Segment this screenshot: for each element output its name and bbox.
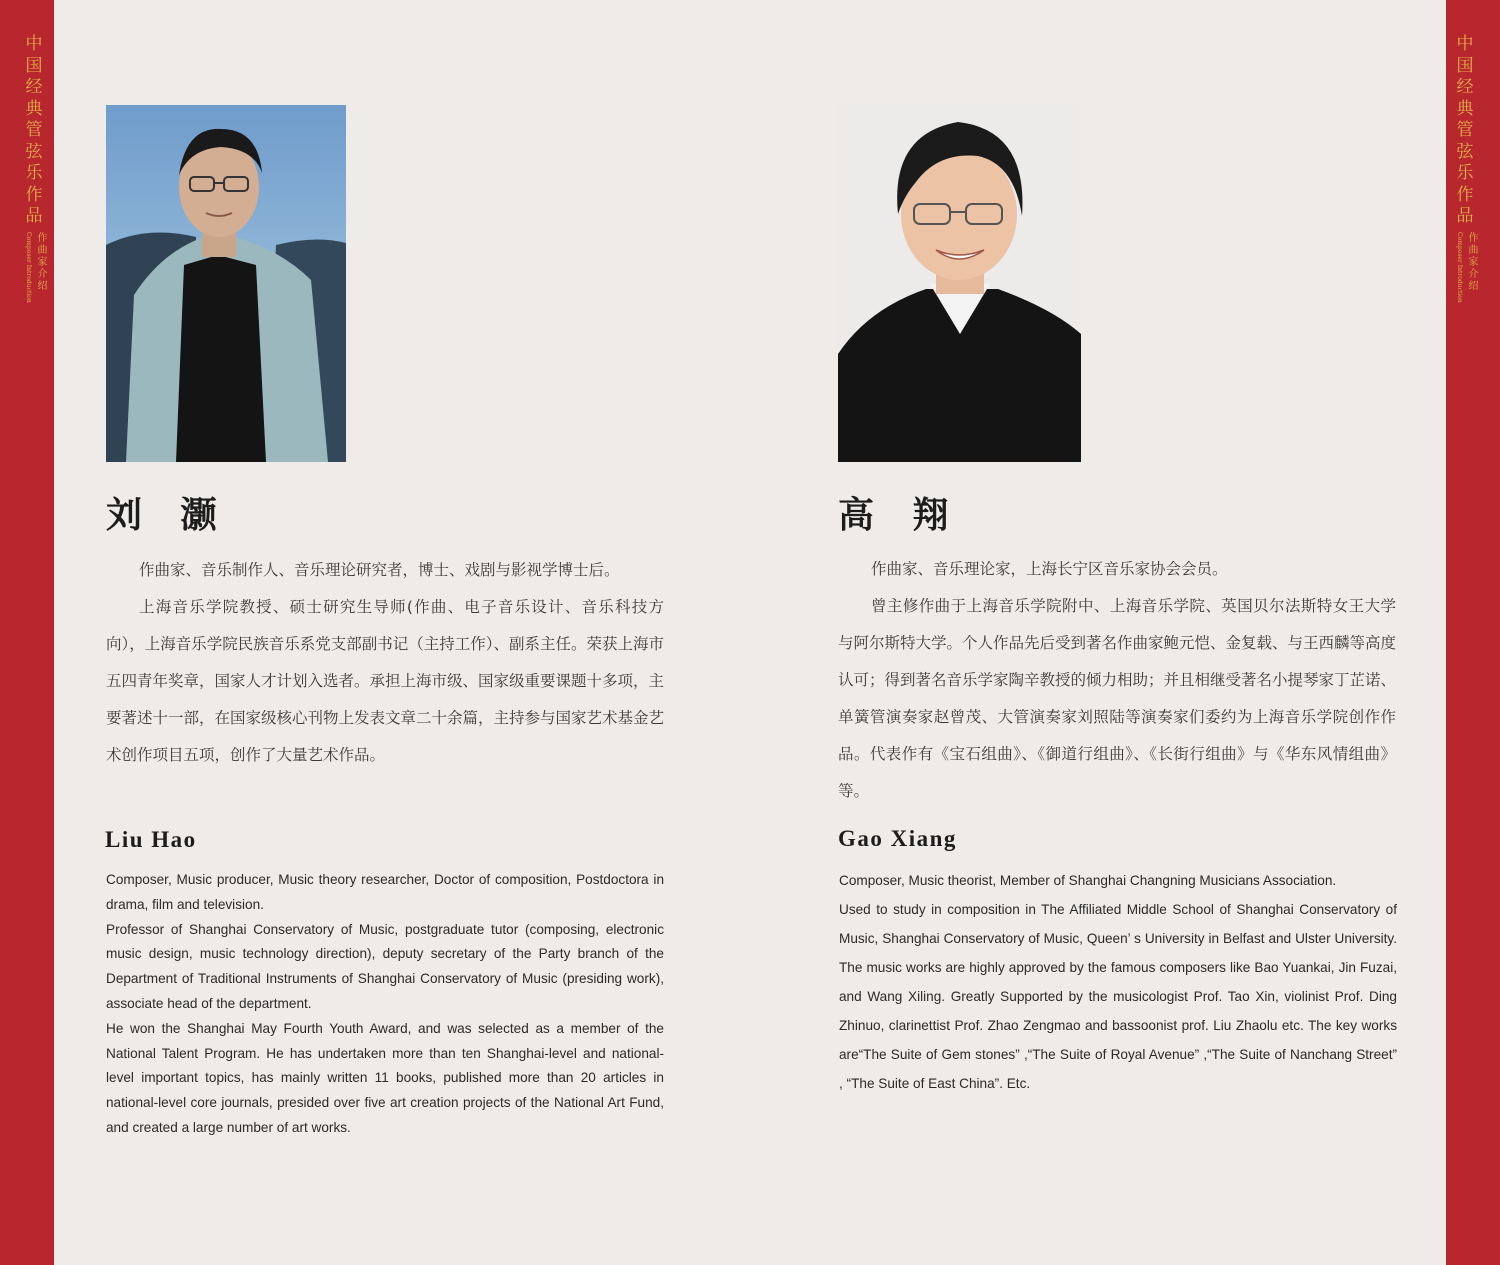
band-title: 中国经典管弦乐作品 — [25, 34, 43, 226]
bio-en-paragraph: He won the Shanghai May Fourth Youth Award, and was selected as a member of the National Talent Program. He has undertaken more than ten Shanghai-level and national-level important topics, has mainly written 11 books, published more than 20 articles in national-level core journals, presided over five art creation projects of the National Art Fund, and created a large number of art works. — [106, 1020, 664, 1135]
composer-name-cn: 高 翔 — [838, 494, 962, 536]
bio-en-paragraph: Composer, Music theorist, Member of Shanghai Changning Musicians Association. — [839, 873, 1337, 888]
composer-bio-en — [106, 868, 664, 1141]
bio-cn-paragraph: 上海音乐学院教授、硕士研究生导师(作曲、电子音乐设计、音乐科技方向），上海音乐学院民族音乐系党支部副书记（主持工作）、副系主任。荣获上海市五四青年奖章，国家人才计划入选者。承担上海市级、国家级重要课题十多项，主要著述十一部，在国家级核心刊物上发表文章二十余篇，主持参与国家艺术基金艺术创作项目五项，创作了大量艺术作品。 — [106, 598, 665, 764]
band-subtitle-en: Composer Introduction — [1456, 232, 1463, 303]
band-subtitle-en: Composer Introduction — [25, 232, 32, 303]
composer-bio-cn — [838, 551, 1396, 810]
band-subtitle — [1455, 232, 1477, 303]
bio-en-paragraph: Composer, Music producer, Music theory researcher, Doctor of composition, Postdoctora in drama, film and television. — [106, 872, 664, 912]
composer-bio-cn — [106, 552, 664, 774]
composer-name-en: Gao Xiang — [838, 826, 957, 851]
bio-cn-paragraph: 作曲家、音乐理论家，上海长宁区音乐家协会会员。 — [871, 560, 1228, 578]
band-subtitle-cn: 作曲家介绍 — [35, 232, 46, 292]
bio-en-paragraph: Professor of Shanghai Conservatory of Music, postgraduate tutor (composing, electronic music design, music technology direction), deputy secretary of the Party branch of the Department of Traditional Instruments of Shanghai Conservatory of Music (presiding work), associate head of the department. — [106, 921, 664, 1011]
composer-photo-gao-xiang — [838, 104, 1081, 462]
band-subtitle-cn: 作曲家介绍 — [1466, 232, 1477, 292]
composer-bio-en — [839, 866, 1397, 1098]
bio-en-paragraph: Used to study in composition in The Affiliated Middle School of Shanghai Conservatory of Music, Shanghai Conservatory of Music, Queen’ s University in Belfast and Ulster University. The music works are highly approved by the famous composers like Bao Yuankai, Jin Fuzai, and Wang Xiling. Greatly Supported by the musicologist Prof. Tao Xin, violinist Prof. Ding Zhinuo, clarinettist Prof. Zhao Zengmao and bassoonist prof. Liu Zhaolu etc. The key works are“The Suite of Gem stones” ,“The Suite of Royal Avenue” ,“The Suite of Nanchang Street” , “The Suite of East China”. Etc. — [839, 902, 1397, 1091]
left-side-band — [0, 0, 54, 1265]
band-subtitle — [24, 232, 46, 303]
band-title: 中国经典管弦乐作品 — [1456, 34, 1474, 226]
bio-cn-paragraph: 曾主修作曲于上海音乐学院附中、上海音乐学院、英国贝尔法斯特女王大学与阿尔斯特大学。个人作品先后受到著名作曲家鲍元恺、金复载、与王西麟等高度认可；得到著名音乐学家陶辛教授的倾力相助；并且相继受著名小提琴家丁芷诺、单簧管演奏家赵曾茂、大管演奏家刘照陆等演奏家们委约为上海音乐学院创作作品。代表作有《宝石组曲》、《御道行组曲》、《长街行组曲》与《华东风情组曲》等。 — [838, 597, 1397, 800]
composer-name-cn: 刘 灏 — [106, 494, 230, 536]
right-side-band — [1446, 0, 1500, 1265]
bio-cn-paragraph: 作曲家、音乐制作人、音乐理论研究者，博士、戏剧与影视学博士后。 — [139, 561, 620, 579]
composer-photo-liu-hao — [106, 105, 346, 462]
composer-name-en: Liu Hao — [105, 827, 197, 852]
